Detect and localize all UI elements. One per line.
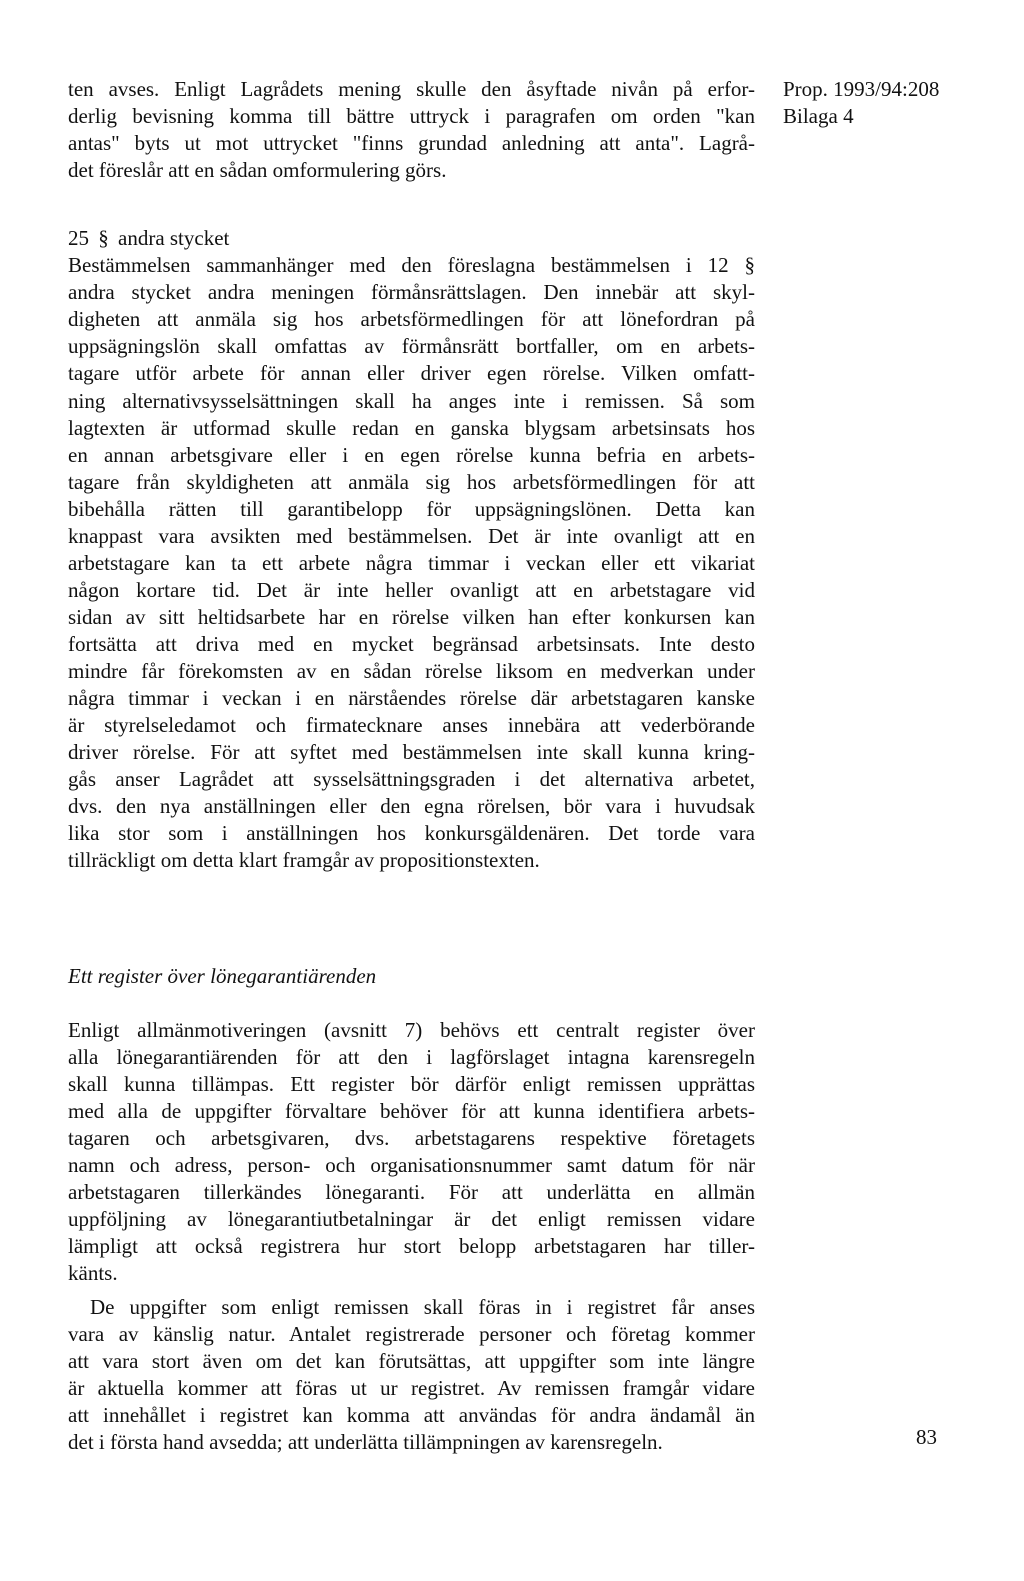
section-line: dvs. den nya anställningen eller den egna rörelsen, bör vara i huvudsak — [68, 794, 755, 818]
section-line: mindre får förekomsten av en sådan rörelse liksom en medverkan under — [68, 659, 755, 683]
margin-bilaga-reference: Bilaga 4 — [783, 104, 854, 128]
section-line: några timmar i veckan i en närståendes rörelse där arbetstagaren kanske — [68, 686, 755, 710]
section-line: Bestämmelsen sammanhänger med den föreslagna bestämmelsen i 12 § — [68, 253, 755, 277]
register-line: uppföljning av lönegarantiutbetalningar är det enligt remissen vidare — [68, 1207, 755, 1231]
section-line: arbetstagare kan ta ett arbete några timmar i veckan eller ett vikariat — [68, 551, 755, 575]
final-line: att vara stort även om det kan förutsättas, att uppgifter som inte längre — [68, 1349, 755, 1373]
register-line: skall kunna tillämpas. Ett register bör därför enligt remissen upprättas — [68, 1072, 755, 1096]
final-line: att innehållet i registret kan komma att användas för andra ändamål än — [68, 1403, 755, 1427]
section-line: tagare från skyldigheten att anmäla sig hos arbetsförmedlingen för att — [68, 470, 755, 494]
section-line: fortsätta att driva med en mycket begränsad arbetsinsats. Inte desto — [68, 632, 755, 656]
section-line: andra stycket andra meningen förmånsrättslagen. Den innebär att skyl- — [68, 280, 755, 304]
intro-line: antas" byts ut mot uttrycket "finns grundad anledning att anta". Lagrå- — [68, 131, 755, 155]
section-line: digheten att anmäla sig hos arbetsförmedlingen för att lönefordran på — [68, 307, 755, 331]
final-line: är aktuella kommer att föras ut ur registret. Av remissen framgår vidare — [68, 1376, 755, 1400]
register-line: lämpligt att också registrera hur stort belopp arbetstagaren har tiller- — [68, 1234, 755, 1258]
final-line: De uppgifter som enligt remissen skall föras in i registret får anses — [90, 1295, 755, 1319]
intro-line: ten avses. Enligt Lagrådets mening skulle den åsyftade nivån på erfor- — [68, 77, 755, 101]
section-line: lagtexten är utformad skulle redan en ganska blygsam arbetsinsats hos — [68, 416, 755, 440]
section-line: knappast vara avsikten med bestämmelsen. Det är inte ovanligt att en — [68, 524, 755, 548]
section-line: sidan av sitt heltidsarbete har en rörelse vilken han efter konkursen kan — [68, 605, 755, 629]
register-line: med alla de uppgifter förvaltare behöver för att kunna identifiera arbets- — [68, 1099, 755, 1123]
intro-line: derlig bevisning komma till bättre uttryck i paragrafen om orden "kan — [68, 104, 755, 128]
final-line: det i första hand avsedda; att underlätta tillämpningen av karensregeln. — [68, 1430, 663, 1454]
register-line: arbetstagaren tillerkändes lönegaranti. För att underlätta en allmän — [68, 1180, 755, 1204]
section-line: tagare utför arbete för annan eller driver egen rörelse. Vilken omfatt- — [68, 361, 755, 385]
section-line: en annan arbetsgivare eller i en egen rörelse kunna befria en arbets- — [68, 443, 755, 467]
register-line: alla lönegarantiärenden för att den i lagförslaget intagna karensregeln — [68, 1045, 755, 1069]
register-line: namn och adress, person- och organisationsnummer samt datum för när — [68, 1153, 755, 1177]
section-line: någon kortare tid. Det är inte heller ovanligt att en arbetstagare vid — [68, 578, 755, 602]
section-line: gås anser Lagrådet att sysselsättningsgraden i det alternativa arbetet, — [68, 767, 755, 791]
section-line: är styrelseledamot och firmatecknare anses innebära att vederbörande — [68, 713, 755, 737]
final-line: vara av känslig natur. Antalet registrerade personer och företag kommer — [68, 1322, 755, 1346]
section-title: andra stycket — [118, 226, 230, 250]
register-line: tagaren och arbetsgivaren, dvs. arbetstagarens respektive företagets — [68, 1126, 755, 1150]
page-number: 83 — [916, 1425, 937, 1449]
section-line: ning alternativsysselsättningen skall ha anges inte i remissen. Så som — [68, 389, 755, 413]
register-line: känts. — [68, 1261, 118, 1285]
section-sign: § — [98, 226, 109, 250]
section-line: tillräckligt om detta klart framgår av propositionstexten. — [68, 848, 540, 872]
register-heading: Ett register över lönegarantiärenden — [68, 964, 377, 988]
section-line: bibehålla rätten till garantibelopp för uppsägningslönen. Detta kan — [68, 497, 755, 521]
section-line: lika stor som i anställningen hos konkursgäldenären. Det torde vara — [68, 821, 755, 845]
section-line: uppsägningslön skall omfattas av förmånsrätt bortfaller, om en arbets- — [68, 334, 755, 358]
section-line: driver rörelse. För att syftet med bestämmelsen inte skall kunna kring- — [68, 740, 755, 764]
intro-line: det föreslår att en sådan omformulering görs. — [68, 158, 447, 182]
section-heading — [68, 225, 229, 251]
margin-prop-reference: Prop. 1993/94:208 — [783, 77, 940, 101]
section-number: 25 — [68, 226, 89, 250]
register-line: Enligt allmänmotiveringen (avsnitt 7) behövs ett centralt register över — [68, 1018, 755, 1042]
